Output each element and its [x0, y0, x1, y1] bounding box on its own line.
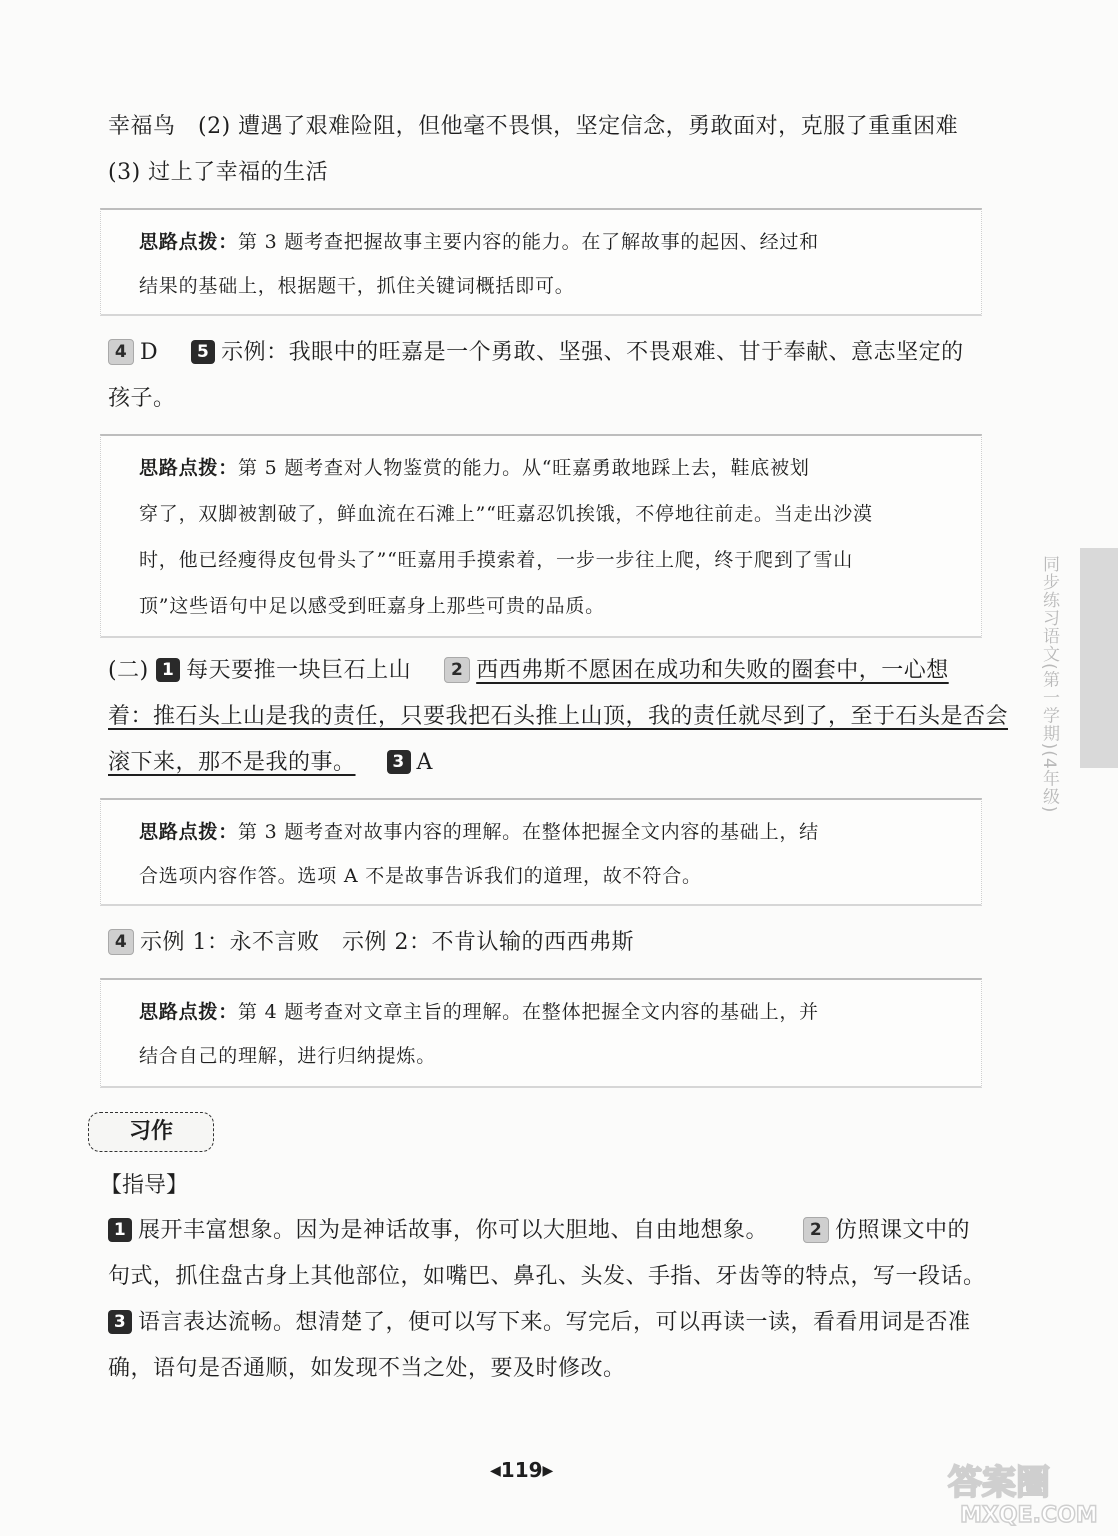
tip-text: 结合自己的理解，进行归纳提炼。 — [139, 1045, 437, 1067]
guide-line: 确，语句是否通顺，如发现不当之处，要及时修改。 — [108, 1356, 626, 1381]
side-tab — [1080, 548, 1118, 768]
tip-box-4 — [100, 978, 982, 1088]
part2-answer — [108, 656, 949, 686]
guide-line: 句式，抓住盘古身上其他部位，如嘴巴、鼻孔、头发、手指、牙齿等的特点，写一段话。 — [108, 1264, 986, 1289]
left-triangle-icon: ◀ — [490, 1463, 501, 1479]
right-triangle-icon: ▶ — [542, 1463, 554, 1479]
answer-text: 西西弗斯不愿困在成功和失败的圈套中，一心想 — [476, 658, 949, 683]
answer-text: 每天要推一块巨石上山 — [186, 658, 412, 683]
question-number-badge: 3 — [387, 750, 411, 774]
tip-text: 第 3 题考查把握故事主要内容的能力。在了解故事的起因、经过和 — [238, 231, 819, 253]
page-number — [490, 1458, 553, 1482]
tip-label: 思路点拨： — [139, 821, 239, 843]
answer-line — [108, 748, 433, 778]
guide-item-1 — [108, 1216, 970, 1246]
question-number-badge: 4 — [108, 339, 134, 365]
tip-text: 结果的基础上，根据题干，抓住关键词概括即可。 — [139, 275, 575, 297]
answer-line-2: (3) 过上了幸福的生活 — [108, 160, 329, 185]
tip-text: 合选项内容作答。选项 A 不是故事告诉我们的道理，故不符合。 — [139, 865, 702, 887]
part-prefix: (二) — [108, 658, 149, 683]
question-number-badge: 1 — [156, 658, 180, 682]
answer-q4-part2 — [108, 928, 634, 958]
page-number-value: 119 — [500, 1458, 543, 1482]
answer-line: 着：推石头上山是我的责任，只要我把石头推上山顶，我的责任就尽到了，至于石头是否会 — [108, 704, 1009, 729]
question-number-badge: 3 — [108, 1310, 132, 1334]
watermark-url: MXQE.COM — [960, 1503, 1098, 1528]
answer-text: A — [416, 750, 433, 775]
answer-line-1: 幸福鸟 (2) 遭遇了艰难险阻，但他毫不畏惧，坚定信念，勇敢面对，克服了重重困难 — [108, 114, 959, 139]
question-number-badge: 1 — [108, 1218, 132, 1242]
tip-label: 思路点拨： — [139, 1001, 239, 1023]
watermark-logo — [930, 1458, 1110, 1528]
tip-box-2 — [100, 434, 982, 638]
tip-box-1 — [100, 208, 982, 316]
question-number-badge: 2 — [803, 1217, 829, 1243]
tip-text: 顶”这些语句中足以感受到旺嘉身上那些可贵的品质。 — [139, 595, 605, 617]
question-number-badge: 4 — [108, 929, 134, 955]
tip-text: 第 5 题考查对人物鉴赏的能力。从“旺嘉勇敢地踩上去，鞋底被划 — [238, 457, 810, 479]
tip-text: 穿了，双脚被割破了，鲜血流在石滩上”“旺嘉忍饥挨饿，不停地往前走。当走出沙漠 — [139, 503, 873, 525]
side-tab-text: 同步练习语文(第一学期)(4年级) — [1039, 555, 1059, 814]
watermark-text: 答案圈 — [948, 1463, 1050, 1503]
tip-text: 时，他已经瘦得皮包骨头了”“旺嘉用手摸索着，一步一步往上爬，终于爬到了雪山 — [139, 549, 854, 571]
tip-label: 思路点拨： — [139, 231, 239, 253]
guide-text: 语言表达流畅。想清楚了，便可以写下来。写完后，可以再读一读，看看用词是否准 — [138, 1310, 971, 1335]
tip-text: 第 3 题考查对故事内容的理解。在整体把握全文内容的基础上，结 — [238, 821, 819, 843]
tip-text: 第 4 题考查对文章主旨的理解。在整体把握全文内容的基础上，并 — [238, 1001, 819, 1023]
question-number-badge: 5 — [191, 340, 215, 364]
answer-line: 孩子。 — [108, 386, 176, 411]
guide-heading: 【指导】 — [100, 1173, 189, 1198]
answer-q4-q5 — [108, 338, 964, 368]
guide-item-3 — [108, 1308, 971, 1338]
answer-text: 滚下来，那不是我的事。 — [108, 750, 356, 775]
section-tag-writing: 习作 — [88, 1112, 214, 1152]
question-number-badge: 2 — [444, 657, 470, 683]
answer-text: 示例 1：永不言败 示例 2：不肯认输的西西弗斯 — [140, 930, 634, 955]
answer-text: 示例：我眼中的旺嘉是一个勇敢、坚强、不畏艰难、甘于奉献、意志坚定的 — [221, 340, 964, 365]
tip-label: 思路点拨： — [139, 457, 239, 479]
guide-text: 展开丰富想象。因为是神话故事，你可以大胆地、自由地想象。 — [138, 1218, 769, 1243]
guide-text: 仿照课文中的 — [835, 1218, 971, 1243]
answer-text: D — [140, 340, 159, 365]
tip-box-3 — [100, 798, 982, 906]
